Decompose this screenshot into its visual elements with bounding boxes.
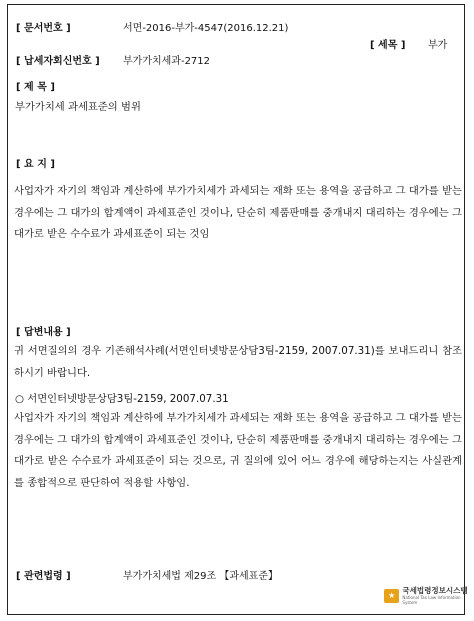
nts-logo (384, 586, 474, 605)
title-label: [ 제 목 ] (16, 82, 55, 93)
related-law-value: 부가가치세법 제29조 【과세표준】 (123, 571, 279, 582)
reference-case: ○ 서면인터넷방문상담3팀-2159, 2007.07.31 (15, 393, 229, 405)
logo-subtitle: National Tax Law Information System (402, 595, 461, 605)
logo-name: 국세법령정보시스템 (402, 586, 468, 595)
reply-number-label: [ 납세자회신번호 ] (16, 56, 100, 67)
tax-type-value: 부가 (428, 40, 448, 51)
reply-number-value: 부가가치세과-2712 (123, 56, 211, 67)
summary-label: [ 요 지 ] (16, 159, 55, 170)
document-frame (7, 4, 465, 615)
title-text: 부가가치세 과세표준의 범위 (15, 101, 141, 113)
summary-text: 사업자가 자기의 책임과 계산하에 부가가치세가 과세되는 재화 또는 용역을 공급하고 그 대가를 받는 경우에는 그 대가의 합계액이 과세표준인 것이나, 단순히 제품판매를 중개내지 대리하는 경우에는 그 대가로 받은 수수료가 과세표준이 되는 것임 (14, 185, 462, 241)
tax-type-label: [ 세목 ] (370, 40, 406, 51)
answer-detail-paragraph: 사업자가 자기의 책임과 계산하에 부가가치세가 과세되는 재화 또는 용역을 공급하고 그 대가를 받는 경우에는 그 대가의 합계액이 과세표준인 것이나, 단순히 제품판매를 중개내지 대리하는 경우에는 그 대가로 받은 수수료가 과세표준이 되는 것으로, 귀 질의에 있어 어느 경우에 해당하는지는 사실관계를 종합적으로 판단하여 적용할 사항임. (14, 412, 462, 490)
doc-number-value: 서면-2016-부가-4547(2016.12.21) (123, 23, 289, 34)
answer-paragraph: 귀 서면질의의 경우 기존해석사례(서면인터넷방문상담3팀-2159, 2007.07.31)를 보내드리니 참조하시기 바랍니다. (14, 345, 462, 379)
doc-number-label: [ 문서번호 ] (16, 23, 71, 34)
related-law-label: [ 관련법령 ] (16, 571, 71, 582)
answer-label: [ 답변내용 ] (16, 327, 71, 338)
logo-emblem-icon: ★ (384, 589, 399, 603)
